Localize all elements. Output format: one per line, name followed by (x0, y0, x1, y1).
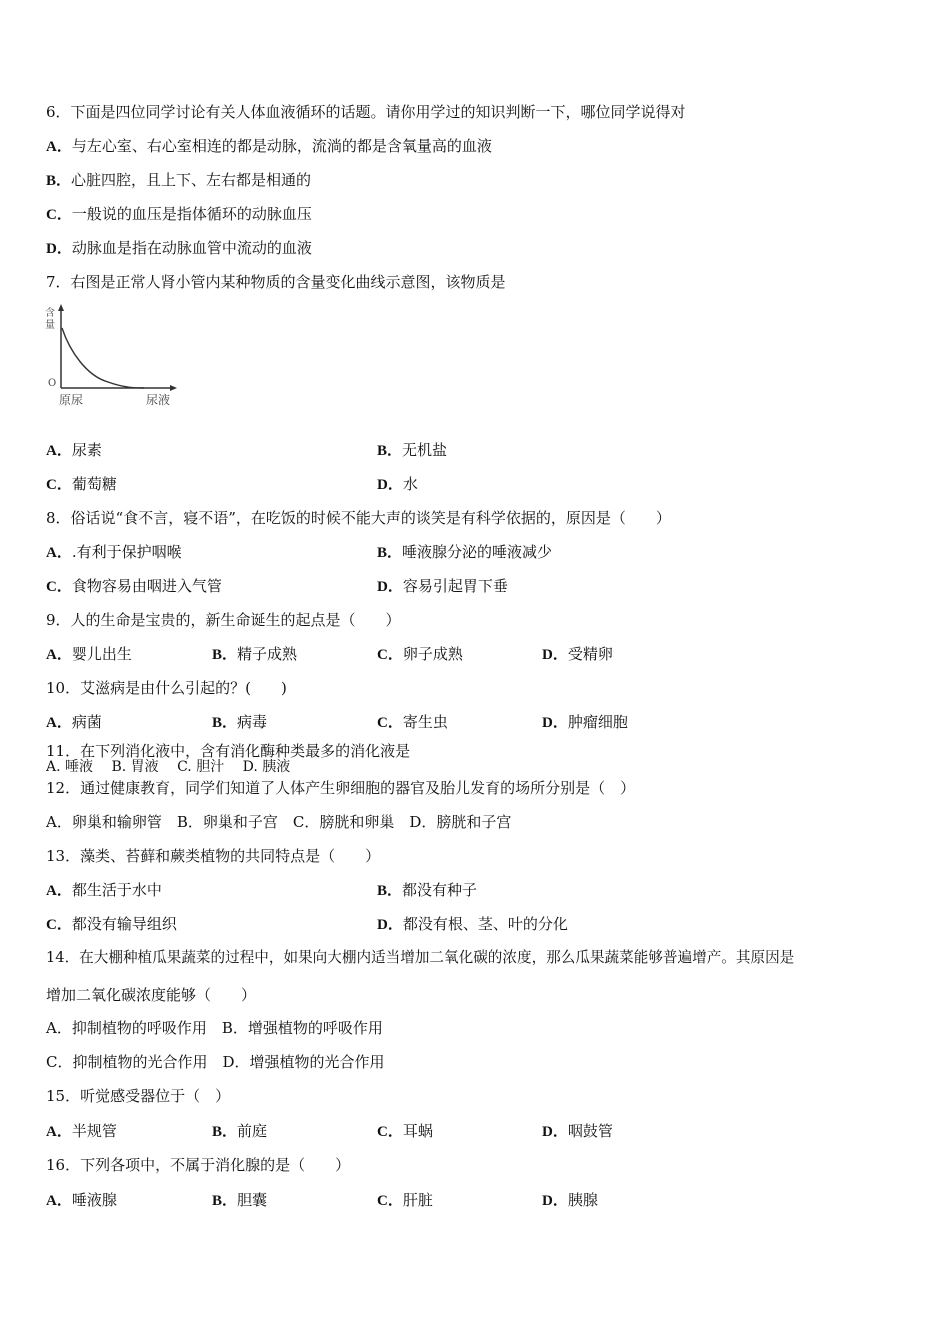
q14-stem-line1: 14．在大棚种植瓜果蔬菜的过程中，如果向大棚内适当增加二氧化碳的浓度，那么瓜果蔬菜能够普遍增产。其原因是 (46, 949, 795, 966)
option-label: D． (542, 647, 568, 663)
option-label: A． (46, 715, 72, 731)
option-label: D． (542, 1193, 568, 1209)
x-label-start: 原尿 (59, 393, 84, 407)
q8-stem: 8．俗话说“食不言，寝不语”，在吃饭的时候不能大声的谈笑是有科学依据的，原因是（ ） (46, 509, 671, 527)
curve-chart (42, 302, 192, 412)
q9-option-c (377, 644, 463, 665)
option-label: D． (377, 477, 403, 493)
content-curve (62, 328, 144, 388)
q11-stem: 11．在下列消化液中，含有消化酶种类最多的消化液是 (46, 742, 411, 760)
option-label: C． (377, 1193, 403, 1209)
option-label: A． (46, 443, 72, 459)
option-text: 胰腺 (567, 1191, 598, 1209)
option-label: D． (542, 1124, 568, 1140)
option-label: D． (542, 715, 568, 731)
option-label: A． (46, 545, 72, 561)
x-label-end: 尿液 (146, 393, 171, 407)
option-label: D． (377, 579, 403, 595)
q8-option-a (46, 542, 182, 563)
option-label: B． (377, 883, 403, 899)
option-text: 动脉血是指在动脉血管中流动的血液 (71, 239, 312, 257)
option-text: 水 (402, 475, 418, 493)
q7-option-d (377, 474, 418, 495)
q15-stem: 15．听觉感受器位于（ ） (46, 1087, 231, 1105)
option-label: B． (377, 443, 403, 459)
q7-option-a (46, 440, 102, 461)
option-text: 受精卵 (567, 645, 613, 663)
option-label: D． (377, 917, 403, 933)
option-text: 葡萄糖 (71, 475, 117, 493)
q8-option-d (377, 576, 508, 597)
option-label: B． (377, 545, 403, 561)
option-label: B． (212, 715, 238, 731)
option-text: 婴儿出生 (71, 645, 132, 663)
option-text: 都生活于水中 (71, 881, 162, 899)
q6-option-b (46, 170, 311, 191)
option-label: B． (46, 173, 72, 189)
y-axis-arrow-icon (58, 304, 64, 311)
option-text: 唾液腺分泌的唾液减少 (402, 543, 553, 561)
q7-option-b (377, 440, 447, 461)
q16-option-c (377, 1190, 433, 1211)
option-text: 卵子成熟 (402, 645, 463, 663)
option-text: 都没有输导组织 (71, 915, 177, 933)
option-text: 一般说的血压是指体循环的动脉血压 (71, 205, 312, 223)
option-text: 肿瘤细胞 (567, 713, 628, 731)
option-text: 耳蜗 (402, 1122, 433, 1140)
q9-option-a (46, 644, 132, 665)
option-text: 前庭 (237, 1122, 268, 1140)
q6-stem: 6．下面是四位同学讨论有关人体血液循环的话题。请你用学过的知识判断一下，哪位同学说得对 (46, 103, 686, 121)
q7-stem: 7．右图是正常人肾小管内某种物质的含量变化曲线示意图，该物质是 (46, 273, 506, 291)
option-label: B． (212, 647, 238, 663)
q9-stem: 9．人的生命是宝贵的，新生命诞生的起点是（ ） (46, 611, 401, 629)
y-label-1: 含 (45, 308, 55, 319)
q10-option-b (212, 712, 267, 733)
option-label: B． (212, 1193, 238, 1209)
q10-option-c (377, 712, 448, 733)
option-text: 胆囊 (237, 1191, 268, 1209)
option-text: 病菌 (71, 713, 102, 731)
option-text: 尿素 (71, 441, 102, 459)
q14-options-line2: C．抑制植物的光合作用 D．增强植物的光合作用 (46, 1053, 385, 1071)
option-label: C． (377, 1124, 403, 1140)
q16-option-b (212, 1190, 267, 1211)
option-text: 肝脏 (402, 1191, 433, 1209)
option-text: 与左心室、右心室相连的都是动脉，流淌的都是含氧量高的血液 (71, 137, 492, 155)
option-text: 寄生虫 (402, 713, 448, 731)
q7-content-curve-figure (42, 302, 192, 412)
q16-option-a (46, 1190, 117, 1211)
q12-stem: 12．通过健康教育，同学们知道了人体产生卵细胞的器官及胎儿发育的场所分别是（ ） (46, 779, 636, 797)
option-text: 咽鼓管 (567, 1122, 613, 1140)
option-text: 都没有根、茎、叶的分化 (402, 915, 568, 933)
q8-option-c (46, 576, 222, 597)
q14-stem-line2: 增加二氧化碳浓度能够（ ） (46, 986, 257, 1004)
option-label: B． (212, 1124, 238, 1140)
q6-option-d (46, 238, 312, 259)
q15-option-c (377, 1121, 433, 1142)
option-label: C． (46, 477, 72, 493)
q15-option-b (212, 1121, 267, 1142)
option-label: A． (46, 647, 72, 663)
q6-option-c (46, 204, 312, 225)
option-label: A． (46, 139, 72, 155)
option-label: A． (46, 1124, 72, 1140)
x-axis-arrow-icon (170, 385, 177, 391)
q16-option-d (542, 1190, 598, 1211)
q16-stem: 16．下列各项中，不属于消化腺的是（ ） (46, 1156, 351, 1174)
q11-options: A. 唾液 B. 胃液 C. 胆汁 D. 胰液 (46, 759, 291, 775)
q6-option-a (46, 136, 492, 157)
q12-options: A．卵巢和输卵管 B．卵巢和子宫 C．膀胱和卵巢 D．膀胱和子宫 (46, 813, 512, 831)
q9-option-d (542, 644, 613, 665)
option-text: .有利于保护咽喉 (71, 543, 182, 561)
option-text: 唾液腺 (71, 1191, 117, 1209)
q7-option-c (46, 474, 117, 495)
option-label: C． (377, 647, 403, 663)
q10-stem: 10．艾滋病是由什么引起的？( ) (46, 679, 287, 697)
option-text: 精子成熟 (237, 645, 298, 663)
q14-options-line1: A．抑制植物的呼吸作用 B．增强植物的呼吸作用 (46, 1019, 383, 1037)
option-label: A． (46, 883, 72, 899)
option-text: 半规管 (71, 1122, 117, 1140)
q13-option-d (377, 914, 568, 935)
option-text: 病毒 (237, 713, 268, 731)
q15-option-d (542, 1121, 613, 1142)
q10-option-d (542, 712, 628, 733)
option-label: C． (46, 917, 72, 933)
option-label: C． (46, 207, 72, 223)
q13-option-c (46, 914, 177, 935)
option-label: D． (46, 241, 72, 257)
y-label-2: 量 (45, 320, 55, 331)
option-label: A． (46, 1193, 72, 1209)
q15-option-a (46, 1121, 117, 1142)
origin-label: O (48, 378, 57, 389)
q8-option-b (377, 542, 552, 563)
q13-stem: 13．藻类、苔藓和蕨类植物的共同特点是（ ） (46, 847, 381, 865)
option-label: C． (46, 579, 72, 595)
q13-option-b (377, 880, 477, 901)
option-text: 无机盐 (402, 441, 448, 459)
q10-option-a (46, 712, 102, 733)
option-text: 心脏四腔，且上下、左右都是相通的 (71, 171, 312, 189)
option-label: C． (377, 715, 403, 731)
option-text: 食物容易由咽进入气管 (71, 577, 222, 595)
q13-option-a (46, 880, 162, 901)
q9-option-b (212, 644, 297, 665)
option-text: 容易引起胃下垂 (402, 577, 508, 595)
option-text: 都没有种子 (402, 881, 478, 899)
